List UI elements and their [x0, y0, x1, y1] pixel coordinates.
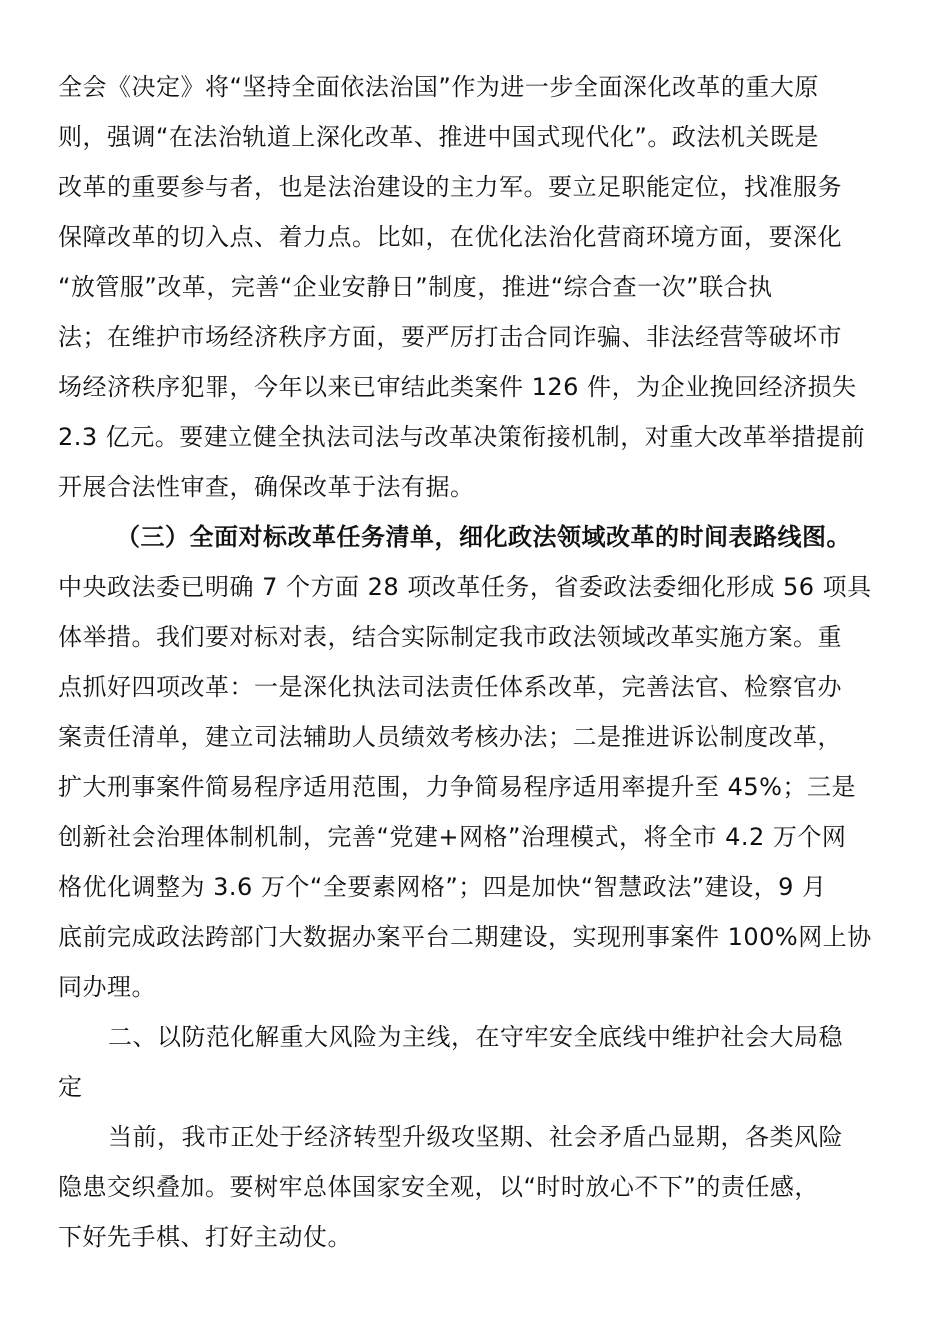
text-line: 开展合法性审查，确保改革于法有据。 [58, 473, 475, 501]
text-line: 扩大刑事案件简易程序适用范围，力争简易程序适用率提升至 45%；三是 [58, 773, 856, 801]
section-title-line: 二、以防范化解重大风险为主线，在守牢安全底线中维护社会大局稳 [108, 1023, 843, 1051]
text-line: 保障改革的切入点、着力点。比如，在优化法治化营商环境方面，要深化 [58, 223, 842, 251]
text-line: 同办理。 [58, 973, 156, 1001]
text-line: 当前，我市正处于经济转型升级攻坚期、社会矛盾凸显期，各类风险 [108, 1123, 843, 1151]
text-line: 场经济秩序犯罪，今年以来已审结此类案件 126 件，为企业挽回经济损失 [58, 373, 857, 401]
section-title-line: 定 [58, 1073, 83, 1101]
text-line: 格优化调整为 3.6 万个“全要素网格”；四是加快“智慧政法”建设，9 月 [58, 873, 827, 901]
text-line: 案责任清单，建立司法辅助人员绩效考核办法；二是推进诉讼制度改革， [58, 723, 842, 751]
text-line: 点抓好四项改革：一是深化执法司法责任体系改革，完善法官、检察官办 [58, 673, 842, 701]
text-line: 体举措。我们要对标对表，结合实际制定我市政法领域改革实施方案。重 [58, 623, 842, 651]
text-line: “放管服”改革，完善“企业安静日”制度，推进“综合查一次”联合执 [58, 273, 773, 301]
text-line: 底前完成政法跨部门大数据办案平台二期建设，实现刑事案件 100%网上协 [58, 923, 872, 951]
text-line: 全会《决定》将“坚持全面依法治国”作为进一步全面深化改革的重大原 [58, 73, 819, 101]
text-line: 2.3 亿元。要建立健全执法司法与改革决策衔接机制，对重大改革举措提前 [58, 423, 866, 451]
text-line: 中央政法委已明确 7 个方面 28 项改革任务，省委政法委细化形成 56 项具 [58, 573, 872, 601]
section-heading: （三）全面对标改革任务清单，细化政法领域改革的时间表路线图。 [116, 523, 851, 551]
text-line: 下好先手棋、打好主动仗。 [58, 1223, 352, 1251]
text-line: 改革的重要参与者，也是法治建设的主力军。要立足职能定位，找准服务 [58, 173, 842, 201]
text-line: 则，强调“在法治轨道上深化改革、推进中国式现代化”。政法机关既是 [58, 123, 819, 151]
text-line: 隐患交织叠加。要树牢总体国家安全观，以“时时放心不下”的责任感， [58, 1173, 819, 1201]
text-line: 法；在维护市场经济秩序方面，要严厉打击合同诈骗、非法经营等破坏市 [58, 323, 842, 351]
text-line: 创新社会治理体制机制，完善“党建+网格”治理模式，将全市 4.2 万个网 [58, 823, 847, 851]
